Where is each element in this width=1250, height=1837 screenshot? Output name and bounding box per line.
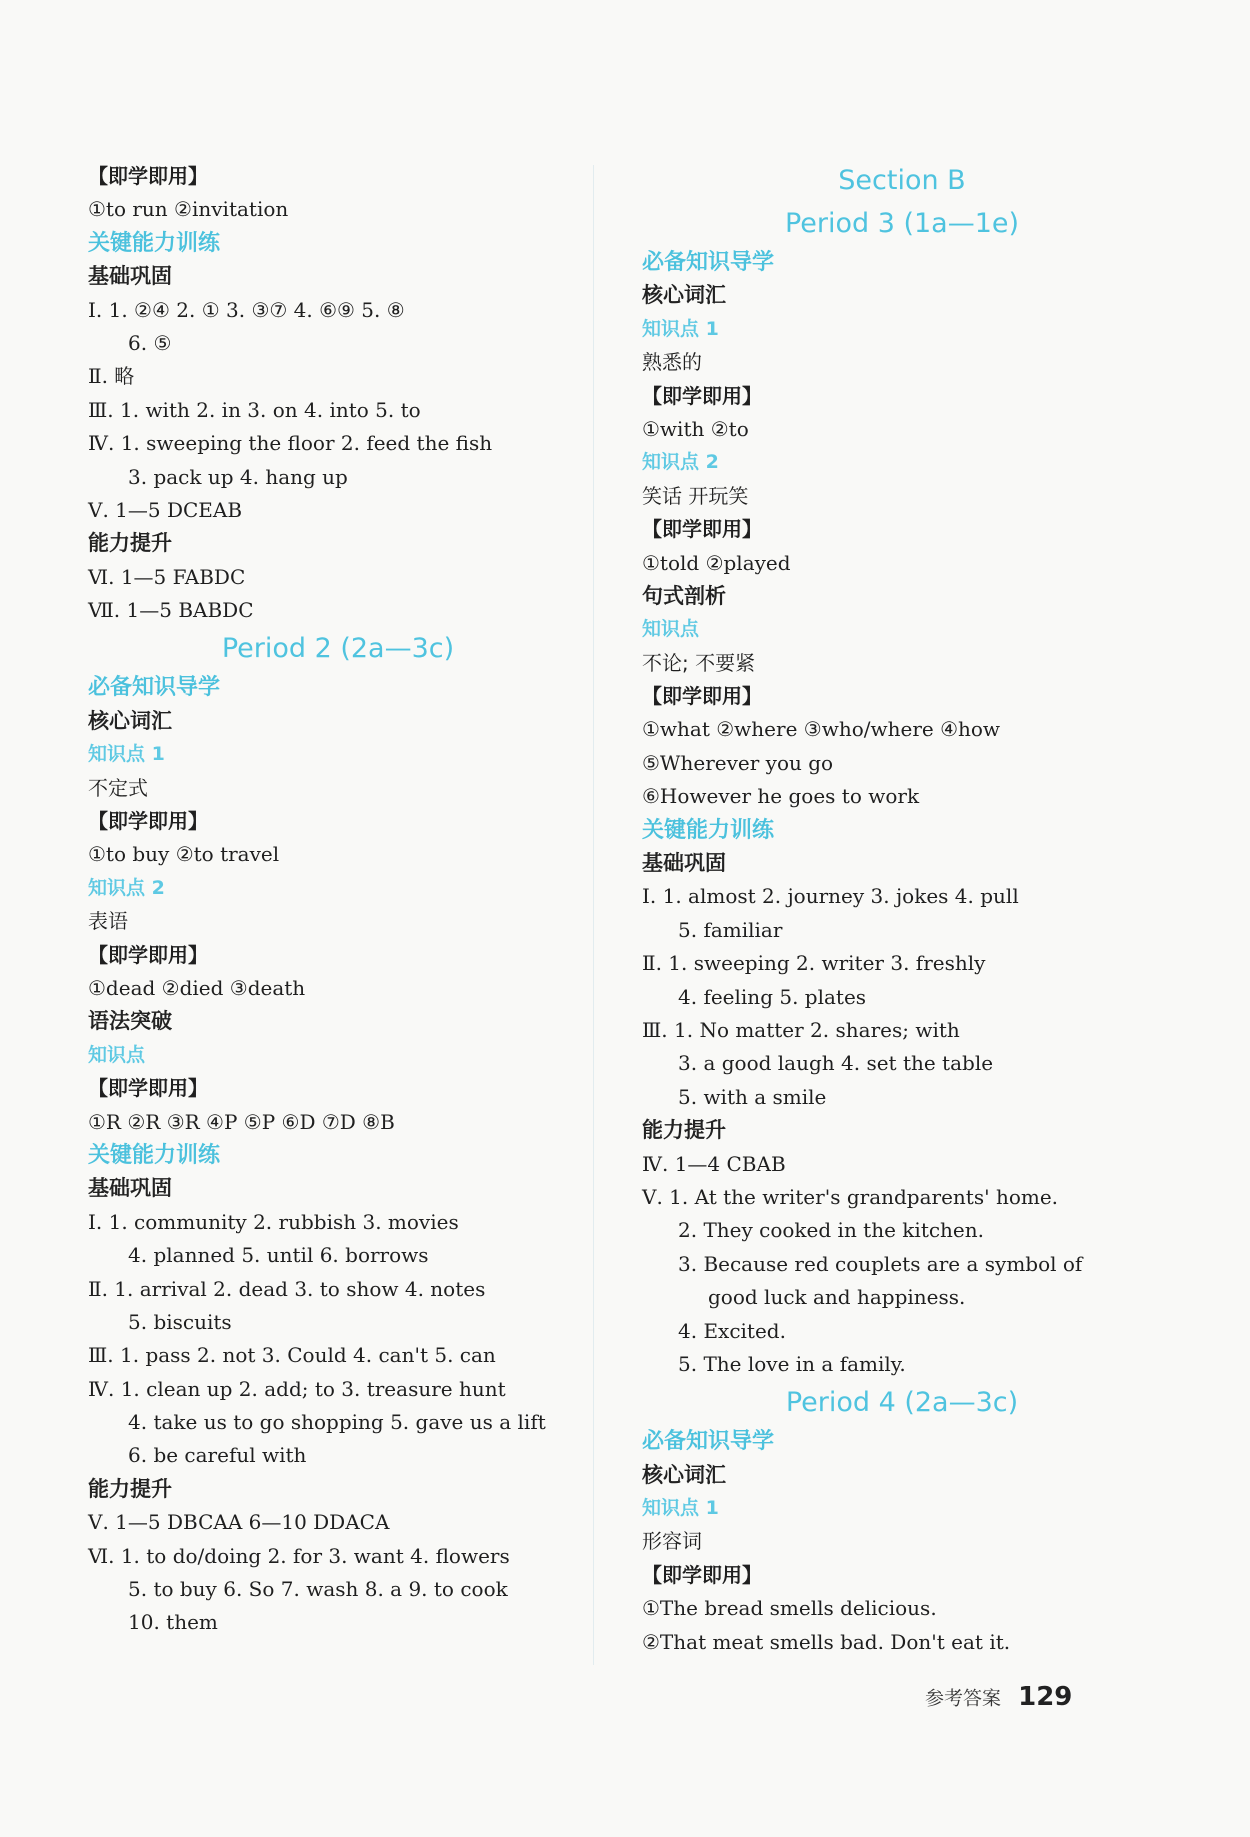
answer-line: Ⅱ. 略 (88, 364, 135, 389)
subsection-heading: 句式剖析 (642, 583, 726, 608)
answer-line: 4. take us to go shopping 5. gave us a lift (128, 1410, 546, 1435)
section-heading: 关键能力训练 (642, 817, 775, 843)
answer-line: 5. with a smile (678, 1084, 827, 1109)
subsection-heading: 核心词汇 (88, 708, 172, 733)
answer-line: 5. to buy 6. So 7. wash 8. a 9. to cook (128, 1577, 508, 1602)
knowledge-point-label: 知识点 2 (642, 451, 719, 474)
answer-line: Ⅵ. 1—5 FABDC (88, 564, 246, 589)
exercise-label: 【即学即用】 (642, 383, 762, 408)
section-heading: 关键能力训练 (88, 1142, 221, 1168)
answer-line: 6. ⑤ (128, 330, 172, 355)
answer-line: Ⅰ. 1. almost 2. journey 3. jokes 4. pull (642, 884, 1019, 909)
answer-line: Ⅴ. 1—5 DBCAA 6—10 DDACA (88, 1510, 390, 1535)
exercise-label: 【即学即用】 (642, 1562, 762, 1587)
page-footer (925, 1682, 1072, 1712)
answer-line: 2. They cooked in the kitchen. (678, 1218, 985, 1243)
answer-line: ①told ②played (642, 550, 791, 575)
answer-line: 3. Because red couplets are a symbol of (678, 1251, 1083, 1276)
answer-line: 3. pack up 4. hang up (128, 464, 348, 489)
answer-line: 4. feeling 5. plates (678, 984, 867, 1009)
subsection-heading: 基础巩固 (642, 851, 726, 876)
answer-line: 4. planned 5. until 6. borrows (128, 1243, 429, 1268)
answer-line: Ⅵ. 1. to do/doing 2. for 3. want 4. flowers (88, 1543, 510, 1568)
exercise-label: 【即学即用】 (88, 809, 208, 834)
answer-line: 熟悉的 (642, 350, 702, 375)
footer-label: 参考答案 (925, 1687, 1002, 1710)
subsection-heading: 语法突破 (88, 1009, 172, 1034)
exercise-label: 【即学即用】 (88, 942, 208, 967)
subsection-heading: 能力提升 (642, 1118, 726, 1143)
answer-line: ①what ②where ③who/where ④how (642, 717, 1001, 742)
section-title: Section B (838, 165, 966, 196)
left-column (88, 160, 588, 1640)
answer-line: 4. Excited. (678, 1318, 786, 1343)
answer-line: Ⅶ. 1—5 BABDC (88, 598, 254, 623)
answer-line: 10. them (128, 1610, 218, 1635)
answer-line: Ⅱ. 1. sweeping 2. writer 3. freshly (642, 951, 986, 976)
knowledge-point-label: 知识点 2 (88, 876, 165, 899)
answer-line: Ⅱ. 1. arrival 2. dead 3. to show 4. notes (88, 1276, 486, 1301)
answer-line: Ⅰ. 1. community 2. rubbish 3. movies (88, 1209, 459, 1234)
answer-line: ⑥However he goes to work (642, 784, 920, 809)
answer-line: Ⅳ. 1. clean up 2. add; to 3. treasure hunt (88, 1376, 506, 1401)
knowledge-point-label: 知识点 1 (88, 743, 165, 766)
answer-line: 5. The love in a family. (678, 1351, 906, 1376)
answer-line: Ⅳ. 1. sweeping the floor 2. feed the fish (88, 431, 493, 456)
answer-line: ⑤Wherever you go (642, 750, 834, 775)
subsection-heading: 基础巩固 (88, 1176, 172, 1201)
answer-line: 不论; 不要紧 (642, 650, 756, 675)
subsection-heading: 核心词汇 (642, 1462, 726, 1487)
answer-line: ①with ②to (642, 416, 749, 441)
subsection-heading: 核心词汇 (642, 283, 726, 308)
page-number: 129 (1018, 1682, 1073, 1712)
answer-line: 形容词 (642, 1529, 702, 1554)
answer-line: ②That meat smells bad. Don't eat it. (642, 1629, 1011, 1654)
answer-line: 笑话 开玩笑 (642, 483, 749, 508)
section-heading: 必备知识导学 (88, 675, 221, 701)
answer-line: Ⅲ. 1. with 2. in 3. on 4. into 5. to (88, 397, 421, 422)
answer-line: ①to buy ②to travel (88, 842, 280, 867)
right-column (642, 160, 1162, 1659)
answer-line: Ⅲ. 1. pass 2. not 3. Could 4. can't 5. can (88, 1343, 496, 1368)
section-heading: 必备知识导学 (642, 1429, 775, 1455)
answer-line: 不定式 (88, 775, 148, 800)
subsection-heading: 基础巩固 (88, 264, 172, 289)
answer-line: 5. familiar (678, 917, 783, 942)
knowledge-point-label: 知识点 1 (642, 1497, 719, 1520)
answer-line: ①The bread smells delicious. (642, 1596, 937, 1621)
answer-line: Ⅲ. 1. No matter 2. shares; with (642, 1017, 960, 1042)
exercise-label: 【即学即用】 (642, 517, 762, 542)
answer-line: Ⅰ. 1. ②④ 2. ① 3. ③⑦ 4. ⑥⑨ 5. ⑧ (88, 297, 405, 322)
period-title: Period 3 (1a—1e) (784, 208, 1020, 239)
answer-line: ①dead ②died ③death (88, 975, 306, 1000)
answer-line: 5. biscuits (128, 1309, 232, 1334)
column-divider (593, 165, 594, 1665)
exercise-label: 【即学即用】 (88, 164, 208, 188)
period-title: Period 2 (2a—3c) (221, 633, 455, 665)
knowledge-point-label: 知识点 1 (642, 317, 719, 340)
answer-line: ①to run ②invitation (88, 197, 289, 222)
subsection-heading: 能力提升 (88, 531, 172, 556)
answer-line: ①R ②R ③R ④P ⑤P ⑥D ⑦D ⑧B (88, 1109, 395, 1134)
answer-line: 3. a good laugh 4. set the table (678, 1051, 994, 1076)
subsection-heading: 能力提升 (88, 1476, 172, 1501)
knowledge-point-label: 知识点 (642, 618, 700, 641)
section-heading: 必备知识导学 (642, 250, 775, 275)
knowledge-point-label: 知识点 (88, 1043, 146, 1066)
exercise-label: 【即学即用】 (88, 1076, 208, 1101)
answer-line: 表语 (88, 909, 128, 934)
answer-line: Ⅳ. 1—4 CBAB (642, 1151, 786, 1176)
section-heading: 关键能力训练 (88, 230, 221, 256)
period-title: Period 4 (2a—3c) (785, 1387, 1019, 1419)
answer-line: Ⅴ. 1. At the writer's grandparents' home. (642, 1184, 1059, 1209)
exercise-label: 【即学即用】 (642, 684, 762, 709)
answer-line: Ⅴ. 1—5 DCEAB (88, 497, 243, 522)
answer-line: 6. be careful with (128, 1443, 307, 1468)
answer-line: good luck and happiness. (708, 1285, 966, 1310)
